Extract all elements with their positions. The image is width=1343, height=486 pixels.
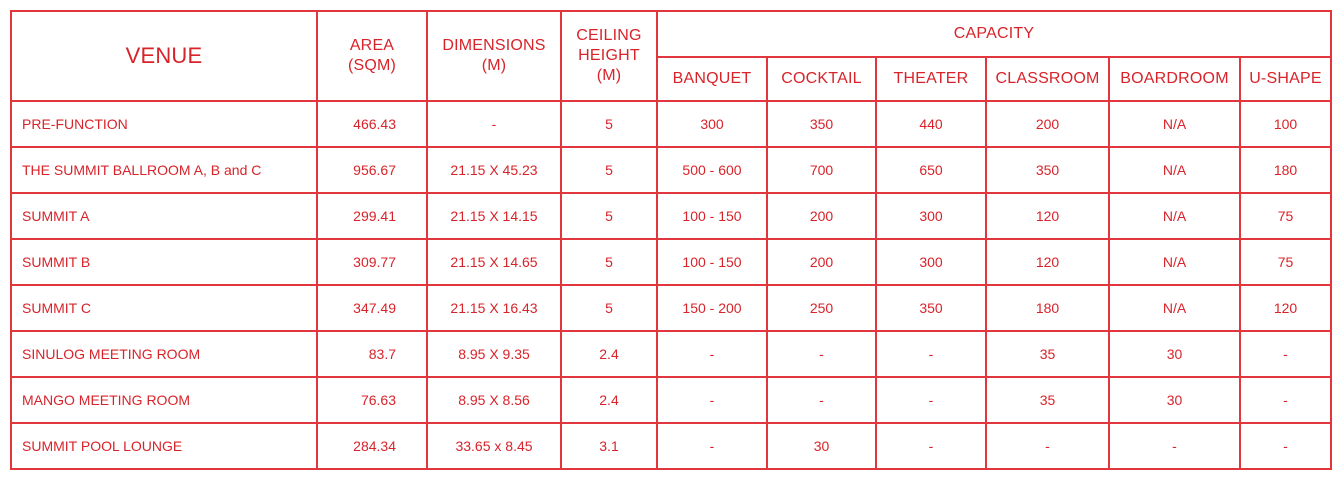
area-value: 466.43 xyxy=(317,101,427,147)
dimensions-value: 21.15 X 45.23 xyxy=(427,147,561,193)
theater-value: 300 xyxy=(876,193,986,239)
classroom-value: 120 xyxy=(986,239,1109,285)
theater-value: - xyxy=(876,331,986,377)
table-row xyxy=(11,193,1331,239)
dimensions-value: 8.95 X 8.56 xyxy=(427,377,561,423)
classroom-value: 120 xyxy=(986,193,1109,239)
cocktail-value: 700 xyxy=(767,147,876,193)
u-shape-value: 180 xyxy=(1240,147,1331,193)
header-boardroom: BOARDROOM xyxy=(1109,57,1240,101)
cocktail-value: 350 xyxy=(767,101,876,147)
venue-capacity-table xyxy=(10,10,1332,470)
theater-value: 350 xyxy=(876,285,986,331)
area-value: 309.77 xyxy=(317,239,427,285)
theater-value: 300 xyxy=(876,239,986,285)
boardroom-value: 30 xyxy=(1109,331,1240,377)
header-theater: THEATER xyxy=(876,57,986,101)
theater-value: 440 xyxy=(876,101,986,147)
header-banquet: BANQUET xyxy=(657,57,767,101)
dimensions-value: 33.65 x 8.45 xyxy=(427,423,561,469)
cocktail-value: - xyxy=(767,331,876,377)
table-row xyxy=(11,285,1331,331)
dimensions-value: 21.15 X 14.65 xyxy=(427,239,561,285)
banquet-value: - xyxy=(657,423,767,469)
venue-name: THE SUMMIT BALLROOM A, B and C xyxy=(11,147,317,193)
ceiling-value: 5 xyxy=(561,147,657,193)
ceiling-value: 5 xyxy=(561,239,657,285)
classroom-value: 35 xyxy=(986,377,1109,423)
theater-value: - xyxy=(876,423,986,469)
boardroom-value: N/A xyxy=(1109,193,1240,239)
banquet-value: 100 - 150 xyxy=(657,193,767,239)
boardroom-value: N/A xyxy=(1109,147,1240,193)
venue-capacity-table-container xyxy=(10,10,1332,470)
table-row xyxy=(11,101,1331,147)
table-row xyxy=(11,331,1331,377)
cocktail-value: 200 xyxy=(767,239,876,285)
area-value: 956.67 xyxy=(317,147,427,193)
ceiling-value: 3.1 xyxy=(561,423,657,469)
cocktail-value: 250 xyxy=(767,285,876,331)
cocktail-value: 200 xyxy=(767,193,876,239)
venue-name: MANGO MEETING ROOM xyxy=(11,377,317,423)
banquet-value: 500 - 600 xyxy=(657,147,767,193)
venue-name: SUMMIT B xyxy=(11,239,317,285)
boardroom-value: 30 xyxy=(1109,377,1240,423)
ceiling-value: 5 xyxy=(561,101,657,147)
banquet-value: 150 - 200 xyxy=(657,285,767,331)
banquet-value: - xyxy=(657,331,767,377)
venue-name: SUMMIT POOL LOUNGE xyxy=(11,423,317,469)
header-capacity: CAPACITY xyxy=(657,11,1331,57)
ceiling-value: 2.4 xyxy=(561,331,657,377)
header-venue: VENUE xyxy=(11,11,317,101)
classroom-value: - xyxy=(986,423,1109,469)
u-shape-value: - xyxy=(1240,423,1331,469)
classroom-value: 180 xyxy=(986,285,1109,331)
header-area: AREA (SQM) xyxy=(317,11,427,101)
venue-name: PRE-FUNCTION xyxy=(11,101,317,147)
cocktail-value: - xyxy=(767,377,876,423)
classroom-value: 350 xyxy=(986,147,1109,193)
u-shape-value: 75 xyxy=(1240,193,1331,239)
area-value: 299.41 xyxy=(317,193,427,239)
dimensions-value: 21.15 X 14.15 xyxy=(427,193,561,239)
venue-name: SUMMIT C xyxy=(11,285,317,331)
u-shape-value: 100 xyxy=(1240,101,1331,147)
u-shape-value: - xyxy=(1240,331,1331,377)
table-row xyxy=(11,377,1331,423)
dimensions-value: 8.95 X 9.35 xyxy=(427,331,561,377)
ceiling-value: 2.4 xyxy=(561,377,657,423)
table-row xyxy=(11,423,1331,469)
area-value: 284.34 xyxy=(317,423,427,469)
banquet-value: - xyxy=(657,377,767,423)
header-ceiling-height: CEILING HEIGHT (M) xyxy=(561,11,657,101)
area-value: 76.63 xyxy=(317,377,427,423)
u-shape-value: 120 xyxy=(1240,285,1331,331)
boardroom-value: N/A xyxy=(1109,101,1240,147)
u-shape-value: 75 xyxy=(1240,239,1331,285)
theater-value: - xyxy=(876,377,986,423)
banquet-value: 100 - 150 xyxy=(657,239,767,285)
banquet-value: 300 xyxy=(657,101,767,147)
u-shape-value: - xyxy=(1240,377,1331,423)
ceiling-value: 5 xyxy=(561,193,657,239)
header-u-shape: U-SHAPE xyxy=(1240,57,1331,101)
cocktail-value: 30 xyxy=(767,423,876,469)
dimensions-value: - xyxy=(427,101,561,147)
area-value: 347.49 xyxy=(317,285,427,331)
boardroom-value: N/A xyxy=(1109,285,1240,331)
ceiling-value: 5 xyxy=(561,285,657,331)
header-cocktail: COCKTAIL xyxy=(767,57,876,101)
dimensions-value: 21.15 X 16.43 xyxy=(427,285,561,331)
header-classroom: CLASSROOM xyxy=(986,57,1109,101)
classroom-value: 35 xyxy=(986,331,1109,377)
table-row xyxy=(11,147,1331,193)
classroom-value: 200 xyxy=(986,101,1109,147)
area-value: 83.7 xyxy=(317,331,427,377)
venue-name: SINULOG MEETING ROOM xyxy=(11,331,317,377)
header-dimensions: DIMENSIONS (M) xyxy=(427,11,561,101)
boardroom-value: N/A xyxy=(1109,239,1240,285)
table-row xyxy=(11,239,1331,285)
theater-value: 650 xyxy=(876,147,986,193)
boardroom-value: - xyxy=(1109,423,1240,469)
venue-name: SUMMIT A xyxy=(11,193,317,239)
